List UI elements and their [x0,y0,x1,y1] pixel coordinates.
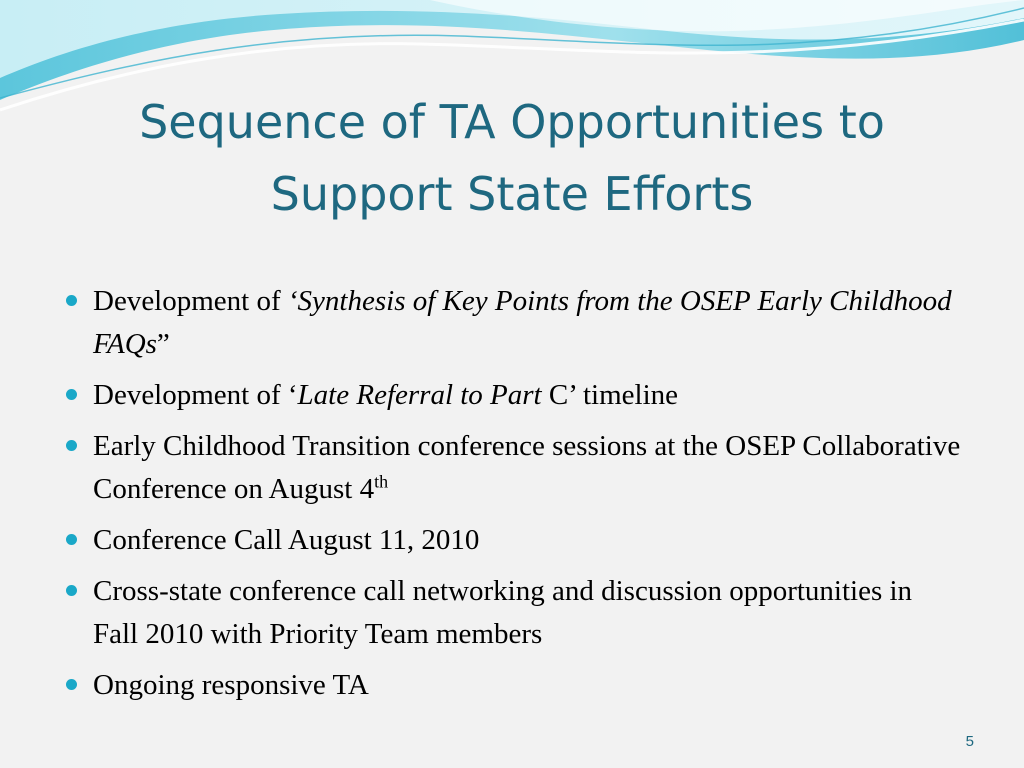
bullet-text: Development of ‘ [93,379,298,411]
bullet-dot-icon [66,534,77,545]
bullet-text: Early Childhood Transition conference sessions at the OSEP Collaborative Conference on August 4 [93,430,961,505]
bullet-text: Ongoing responsive TA [93,669,369,701]
bullet-item [62,570,962,656]
bullet-text-suffix: C’ timeline [541,379,679,411]
bullet-superscript: th [374,471,389,492]
bullet-text: Conference Call August 11, 2010 [93,524,480,556]
slide-title-line-2: Support State Efforts [270,167,754,221]
bullet-text: Cross-state conference call networking and discussion opportunities in Fall 2010 with Priority Team members [93,575,913,650]
bullet-item [62,664,962,707]
bullet-item [62,374,962,417]
page-number: 5 [965,733,974,750]
bullet-dot-icon [66,389,77,400]
bullet-dot-icon [66,440,77,451]
bullet-italic-text: ‘Synthesis of Key Points from the OSEP Early Childhood FAQs [93,285,952,360]
bullet-dot-icon [66,679,77,690]
bullet-item [62,280,962,366]
bullet-italic-text: Late Referral to Part [297,379,542,411]
bullet-text-suffix: ” [156,328,170,360]
bullet-dot-icon [66,295,77,306]
bullet-dot-icon [66,585,77,596]
bullet-list [62,280,962,715]
slide-title [0,86,1024,230]
slide-title-line-1: Sequence of TA Opportunities to [139,95,885,149]
bullet-item [62,425,962,511]
bullet-item [62,519,962,562]
bullet-text: Development of [93,285,288,317]
